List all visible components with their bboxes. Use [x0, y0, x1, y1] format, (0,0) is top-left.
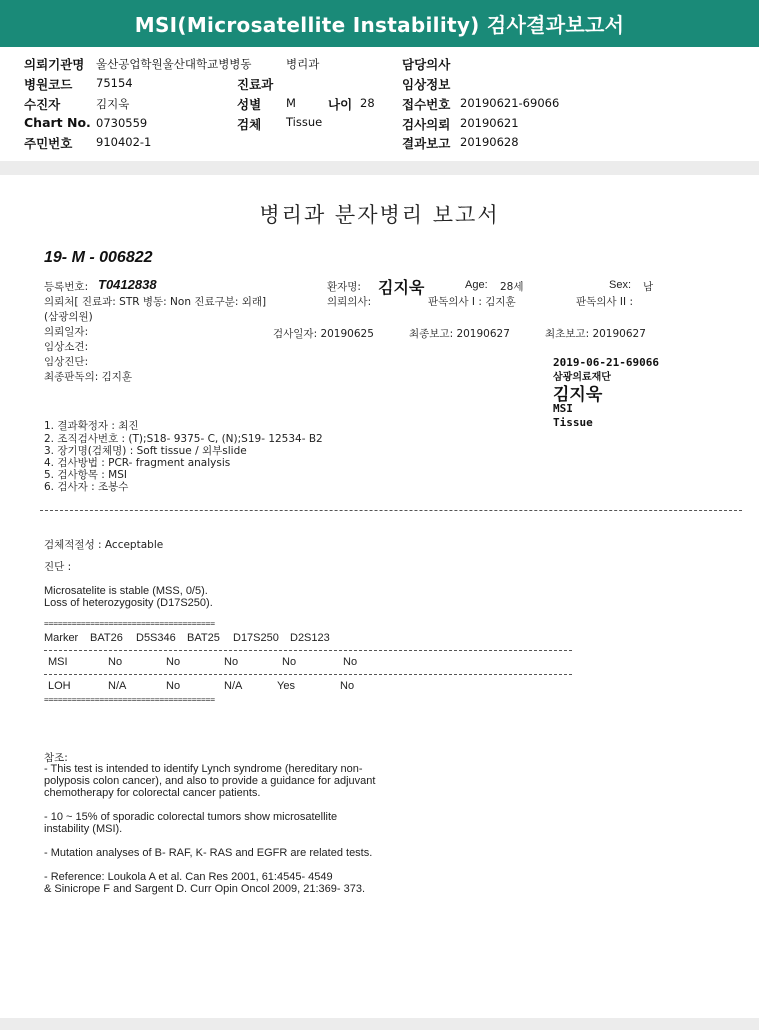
msi-row-label: MSI — [48, 656, 68, 668]
rrn-value: 910402-1 — [96, 135, 152, 149]
ward-value: 병리과 — [286, 57, 320, 71]
item-5: 5. 검사항목 : MSI — [44, 469, 127, 481]
table-header-bat25: BAT25 — [187, 632, 220, 644]
pathologist-1: 판독의사 I : 김지훈 — [428, 296, 516, 308]
note-line-3: chemotherapy for colorectal cancer patients. — [44, 787, 261, 799]
patient-info-header — [0, 47, 759, 161]
item-3: 3. 장기명(검체명) : Soft tissue / 외부slide — [44, 445, 247, 457]
hospcode-label: 병원코드 — [24, 77, 73, 92]
diagnosis-line-1: Microsatelite is stable (MSS, 0/5). — [44, 585, 208, 597]
msi-bat25: No — [224, 656, 239, 668]
request-value: 20190621 — [460, 116, 519, 130]
notes-label: 참조: — [44, 752, 68, 764]
report-title: MSI(Microsatellite Instability) 검사결과보고서 — [134, 13, 625, 37]
note-line-6: - Mutation analyses of B- RAF, K- RAS and EGFR are related tests. — [44, 847, 373, 859]
loh-bat26: N/A — [108, 680, 127, 692]
patient-name-value: 김지욱 — [378, 278, 425, 297]
hospcode-value: 75154 — [96, 76, 133, 90]
age-value: 28세 — [500, 281, 524, 293]
table-header-d2s123: D2S123 — [290, 632, 330, 644]
report-title-bar — [0, 0, 759, 47]
table-header-bat26: BAT26 — [90, 632, 123, 644]
sticker-lab: 삼광의료재단 — [553, 372, 611, 383]
table-header-d5s346: D5S346 — [136, 632, 176, 644]
receipt-label: 접수번호 — [402, 97, 451, 112]
patient-name-label: 환자명: — [327, 281, 361, 293]
rrn-label: 주민번호 — [24, 136, 73, 151]
sex-value: M — [286, 96, 296, 110]
report-date-label: 결과보고 — [402, 136, 451, 151]
specimen-value: Tissue — [286, 115, 323, 129]
age-value: 28 — [360, 96, 375, 110]
loh-d5s346: No — [166, 680, 181, 692]
page-bottom-margin — [0, 1018, 759, 1030]
msi-d5s346: No — [166, 656, 181, 668]
section-divider — [40, 510, 742, 511]
final-pathologist: 최종판독의: 김지훈 — [44, 371, 133, 383]
item-6: 6. 검사자 : 조봉수 — [44, 481, 129, 493]
msi-d2s123: No — [343, 656, 358, 668]
patient-value: 김지욱 — [96, 97, 130, 111]
msi-d17s250: No — [282, 656, 297, 668]
sex-value: 남 — [643, 281, 654, 293]
sticker-receipt: 2019-06-21-69066 — [553, 356, 659, 369]
loh-bat25: N/A — [224, 680, 243, 692]
request-date: 의뢰일자: — [44, 326, 89, 338]
table-header-marker: Marker — [44, 632, 79, 644]
loh-d17s250: Yes — [277, 680, 295, 692]
table-rule — [44, 674, 572, 675]
clinical-diagnosis: 임상진단: — [44, 356, 89, 368]
sticker-name: 김지욱 — [553, 385, 603, 405]
note-line-8: & Sinicrope F and Sargent D. Curr Opin Oncol 2009, 21:369- 373. — [44, 883, 366, 895]
test-date: 검사일자: 20190625 — [273, 328, 374, 340]
patient-label: 수진자 — [24, 97, 61, 112]
table-header-d17s250: D17S250 — [233, 632, 279, 644]
accession-number: 19- M - 006822 — [44, 249, 153, 266]
sticker-specimen: Tissue — [553, 416, 593, 429]
pathologist-2: 판독의사 II : — [576, 296, 633, 308]
item-2: 2. 조직검사번호 : (T);S18- 9375- C, (N);S19- 12534- B2 — [44, 433, 323, 445]
specimen-adequacy: 검체적절성 : Acceptable — [44, 539, 164, 551]
report-date-value: 20190628 — [460, 135, 519, 149]
request-label: 검사의뢰 — [402, 117, 451, 132]
note-line-5: instability (MSI). — [44, 823, 123, 835]
diagnosis-label: 진단 : — [44, 561, 72, 573]
pathology-report-document — [0, 175, 759, 1018]
chart-no-label: Chart No. — [24, 115, 91, 130]
reg-value: T0412838 — [98, 277, 157, 292]
sex-label: 성별 — [237, 97, 262, 112]
clinical-findings: 임상소견: — [44, 341, 89, 353]
first-report-date: 최초보고: 20190627 — [545, 328, 646, 340]
reg-label: 등록번호: — [44, 281, 89, 293]
section-separator — [0, 161, 759, 175]
final-report-date: 최종보고: 20190627 — [409, 328, 510, 340]
chart-no-value: 0730559 — [96, 116, 148, 130]
loh-d2s123: No — [340, 680, 355, 692]
note-line-7: - Reference: Loukola A et al. Can Res 2001, 61:4545- 4549 — [44, 871, 333, 883]
msi-bat26: No — [108, 656, 123, 668]
document-title: 병리과 분자병리 보고서 — [259, 203, 500, 227]
referral-dept: 의뢰처[ 진료과: STR 병동: Non 진료구분: 외래] — [44, 296, 267, 308]
doctor-label: 담당의사 — [402, 57, 451, 72]
table-rule — [44, 650, 572, 651]
sticker-test: MSI — [553, 402, 573, 415]
table-bottom-rule: ===================================== — [44, 695, 215, 704]
note-line-4: - 10 ~ 15% of sporadic colorectal tumors show microsatellite — [44, 811, 338, 823]
age-label: 나이 — [328, 97, 353, 112]
item-4: 4. 검사방법 : PCR- fragment analysis — [44, 457, 231, 469]
note-line-2: polyposis colon cancer), and also to provide a guidance for adjuvant — [44, 775, 376, 787]
table-top-rule: ===================================== — [44, 619, 215, 628]
hospital-value: 울산공업학원울산대학교병병동 — [96, 57, 252, 71]
clinical-info-label: 임상정보 — [402, 77, 451, 92]
hospital-label: 의뢰기관명 — [24, 57, 85, 72]
referral-institution: (삼광의원) — [44, 311, 93, 323]
specimen-label: 검체 — [237, 117, 262, 132]
dept-label: 진료과 — [237, 77, 274, 92]
receipt-value: 20190621-69066 — [460, 96, 560, 110]
note-line-1: - This test is intended to identify Lynch syndrome (hereditary non- — [44, 763, 363, 775]
sex-label: Sex: — [609, 279, 632, 291]
age-label: Age: — [465, 279, 488, 291]
item-1: 1. 결과확정자 : 최진 — [44, 420, 139, 432]
loh-row-label: LOH — [48, 680, 71, 692]
referring-doctor: 의뢰의사: — [327, 296, 372, 308]
diagnosis-line-2: Loss of heterozygosity (D17S250). — [44, 597, 213, 609]
